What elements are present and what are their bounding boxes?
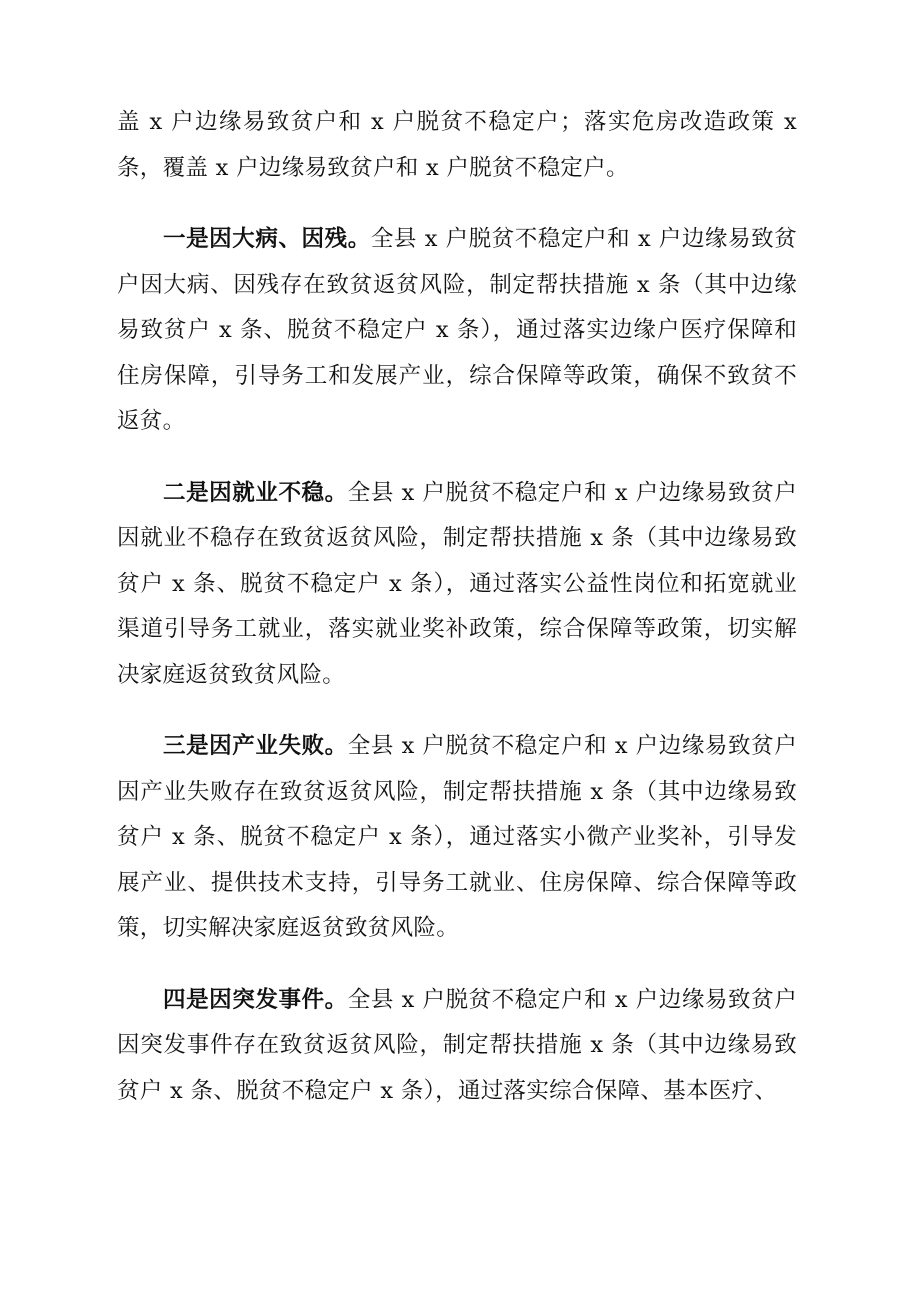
paragraph-text: 盖 x 户边缘易致贫户和 x 户脱贫不稳定户；落实危房改造政策 x 条，覆盖 x 户边缘易致贫户和 x 户脱贫不稳定户。: [117, 109, 797, 181]
paragraph-text: 全县 x 户脱贫不稳定户和 x 户边缘易致贫户因就业不稳存在致贫返贫风险，制定帮扶措施 x 条（其中边缘易致贫户 x 条、脱贫不稳定户 x 条），通过落实公益性岗位和拓宽就业渠道引导务工就业，落实就业奖补政策，综合保障等政策，切实解决家庭返贫致贫风险。: [117, 479, 797, 688]
paragraph-lead: 二是因就业不稳。: [163, 479, 348, 506]
paragraph-text: 全县 x 户脱贫不稳定户和 x 户边缘易致贫户因突发事件存在致贫返贫风险，制定帮扶措施 x 条（其中边缘易致贫户 x 条、脱贫不稳定户 x 条），通过落实综合保障、基本医疗、: [117, 986, 797, 1104]
paragraph-industry: [117, 724, 797, 952]
paragraph-text: 全县 x 户脱贫不稳定户和 x 户边缘易致贫户因产业失败存在致贫返贫风险，制定帮扶措施 x 条（其中边缘易致贫户 x 条、脱贫不稳定户 x 条），通过落实小微产业奖补，引导发展产业、提供技术支持，引导务工就业、住房保障、综合保障等政策，切实解决家庭返贫致贫风险。: [117, 733, 797, 941]
paragraph-illness-disability: [117, 217, 797, 445]
paragraph-lead: 三是因产业失败。: [163, 733, 348, 759]
paragraph-lead: 四是因突发事件。: [163, 986, 348, 1013]
paragraph-continuation: [117, 100, 797, 191]
paragraph-employment: [117, 471, 797, 699]
document-page: [117, 100, 797, 1140]
paragraph-lead: 一是因大病、因残。: [163, 226, 371, 252]
paragraph-emergency: [117, 978, 797, 1115]
paragraph-text: 全县 x 户脱贫不稳定户和 x 户边缘易致贫户因大病、因残存在致贫返贫风险，制定帮扶措施 x 条（其中边缘易致贫户 x 条、脱贫不稳定户 x 条），通过落实边缘户医疗保障和住房保障，引导务工和发展产业，综合保障等政策，确保不致贫不返贫。: [117, 226, 797, 434]
